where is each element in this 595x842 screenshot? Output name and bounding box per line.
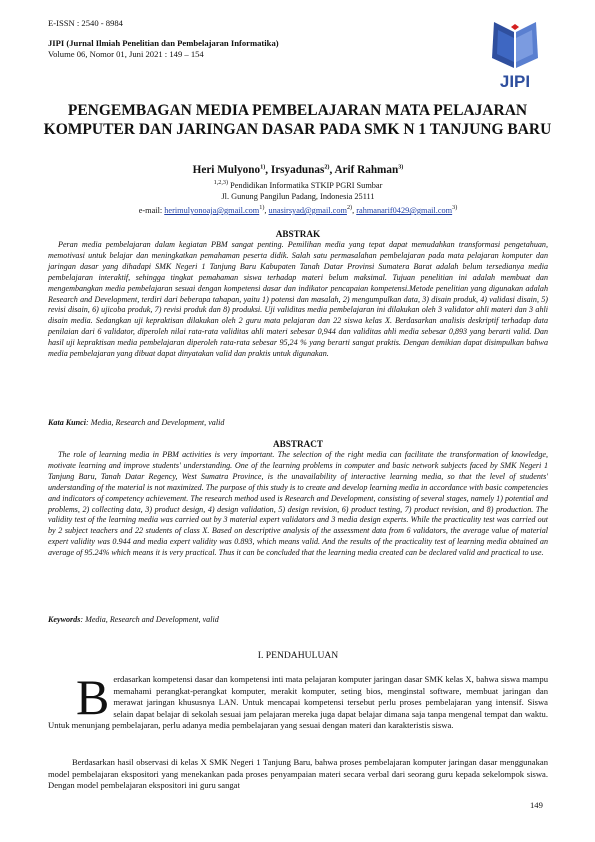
paper-title: PENGEMBAGAN MEDIA PEMBELAJARAN MATA PELAJARAN KOMPUTER DAN JARINGAN DASAR PADA SMK N 1 TANJUNG BARU bbox=[43, 102, 552, 138]
volume-info: Volume 06, Nomor 01, Juni 2021 : 149 – 154 bbox=[48, 49, 204, 59]
email-list: e-mail: herimulyonoaja@gmail.com$^{1)}$, unasirsyad@gmail.com$^{2)}$, rahmanarif0429@gmail.com$^{3)}$ bbox=[138, 204, 458, 215]
abstract-heading: ABSTRACT bbox=[272, 439, 324, 449]
author-sup: 1) bbox=[260, 163, 266, 171]
kata-kunci-label: Kata Kunci bbox=[48, 418, 87, 427]
drop-cap: B bbox=[76, 669, 110, 725]
author-name: Arif Rahman bbox=[334, 164, 399, 176]
affiliation-address: Jl. Gunung Pangilun Padang, Indonesia 25111 bbox=[221, 192, 375, 202]
keywords-label: Keywords bbox=[48, 615, 81, 624]
book-icon bbox=[492, 22, 538, 68]
journal-name: JIPI (Jurnal Ilmiah Penelitian dan Pembelajaran Informatika) bbox=[48, 37, 279, 48]
author-list: Heri Mulyono$^{1)}$, Irsyadunas$^{2)}$, Arif Rahman$^{3)}$ bbox=[192, 163, 404, 176]
affiliation-sup: 1,2,3) bbox=[213, 179, 229, 187]
intro-paragraph-1-text: erdasarkan kompetensi dasar dan kompetensi inti mata pelajaran komputer jaringan dasar SMK kelas X, bahwa siswa mampu memahami perangkat-perangkat komputer, merakit komputer, seting bios, menginstal software, membuat jaringan dan merawat jaringan khususnya LAN. Untuk mencapai kompetensi tersebut perlu proses pembelajaran yang intensif. Siswa selain dapat belajar di sekolah sesuai jam pelajaran mereka juga dapat belajar dimana saja tanpa mengenal tempat dan waktu. Untuk menunjang pembelajaran, perlu adanya media pembelajaran yang sesuai dengan materi dan karakteristis siswa. bbox=[48, 674, 548, 731]
journal-header bbox=[48, 18, 279, 61]
email-link-2[interactable]: unasirsyad@gmail.com bbox=[268, 206, 347, 215]
author-sup: 3) bbox=[398, 163, 404, 171]
kata-kunci-text: : Media, Research and Development, valid bbox=[86, 418, 225, 427]
email-prefix: e-mail: bbox=[138, 206, 165, 215]
email-sup: 1) bbox=[259, 204, 265, 212]
section-heading: I. PENDAHULUAN bbox=[257, 650, 339, 661]
email-link-1[interactable]: herimulyonoaja@gmail.com bbox=[164, 206, 260, 215]
intro-paragraph-1 bbox=[48, 669, 548, 732]
logo-text: JIPI bbox=[499, 72, 531, 90]
author-name: Heri Mulyono bbox=[192, 164, 261, 176]
email-link-3[interactable]: rahmanarif0429@gmail.com bbox=[356, 206, 453, 215]
page-number: 149 bbox=[530, 800, 543, 810]
affiliation bbox=[48, 180, 548, 202]
abstrak-text: Peran media pembelajaran dalam kegiatan PBM sangat penting. Pemilihan media yang tepat dapat memudahkan transformasi pengetahuan, memotivasi untuk belajar dan meningkatkan pemahaman peserta didik. Salah satu permasalahan pembelajaran pada mata pelajaran komputer dan jaringan dasar yang dihadapi SMK Negeri 1 Tanjung Baru Kabupaten Tanah Datar Provinsi Sumatera Barat adalah belum tersedianya media pembelajaran interaktif, sehingga tingkat pemahaman siswa terhadap materi belum maksimal. Tujuan penelitian ini adalah membuat dan mengembangkan media pembelajaran sesuai dengan kompetensi dasar dan indikator pencapaian kompetensi.Metode penelitian yang digunakan adalah Research and Development, terdiri dari beberapa tahapan, yaitu 1) potensi dan masalah, 2) mengumpulkan data, 3) disain produk, 4) validasi disain, 5) revisi disain, 6) ujicoba produk, 7) revisi produk dan 8) produksi. Uji validitas media pembelajaran ini dilakukan oleh 3 validator ahli materi dan 3 ahli disain media. Sedangkan uji kepraktisan dilakukan oleh 2 guru mata pelajaran dan 22 siswa kelas X. Berdasarkan analisis deskriptif terhadap data penilaian dari 6 validator, diperoleh nilai rata-rata validitas ahli materi sebesar 0,944 dan validitas ahli media sebesar 0,893 yang berarti valid. Dan hasil uji kepraktisan media pembelajaran diperoleh rata-rata sebesar 95,24 % yang berarti sangat praktis. Dengan demikian dapat disimpulkan bahwa media pembelajaran yang dibuat dapat dinyatakan valid dan praktis untuk digunakan. bbox=[48, 240, 548, 359]
affiliation-institution: Pendidikan Informatika STKIP PGRI Sumbar bbox=[228, 181, 383, 190]
jipi-logo bbox=[484, 18, 546, 90]
issn: E-ISSN : 2540 - 8984 bbox=[48, 18, 123, 28]
email-sup: 2) bbox=[346, 204, 353, 212]
abstrak-heading: ABSTRAK bbox=[275, 229, 321, 239]
keywords-text: : Media, Research and Development, valid bbox=[80, 615, 219, 624]
abstract-text: The role of learning media in PBM activities is very important. The selection of the right media can facilitate the transformation of knowledge, motivate learning and improve students' understanding. One of the learning problems in computer and basic network subjects faced by SMK Negeri 1 Tanjung Baru, Tanah Datar Regency, West Sumatra Province, is the unavailability of interactive learning media, so that the level of students' understanding of the material is not maximized. The purpose of this study is to create and develop learning media in accordance with basic competencies and indicators of competency achievement. The research method used is Research and Development, consisting of several stages, namely 1) potential and problems, 2) collecting data, 3) product design, 4) design validation, 5) design revision, 6) product testing, 7) product revision, and 8) production. The validity test of the learning media was carried out by 3 material expert validators and 3 media design experts. While the practicality test was carried out by 2 subject teachers and 22 students of class X. Based on descriptive analysis of the assessment data from 6 validators, the average value of material expert validity was 0.944 and media expert validity was 0.893, which means valid. And the results of the practicality test of learning media obtained an average of 95.24% which means it is very practical. Thus it can be concluded that the learning media created can be declared valid and practical to use. bbox=[48, 450, 548, 558]
keywords bbox=[48, 615, 548, 624]
email-sup: 3) bbox=[452, 204, 458, 212]
kata-kunci bbox=[48, 418, 548, 427]
intro-paragraph-2: Berdasarkan hasil observasi di kelas X SMK Negeri 1 Tanjung Baru, bahwa proses pembelajaran komputer jaringan dasar menggunakan model pembelajaran ekspositori yang menekankan pada proses penyampaian materi secara verbal dari seorang guru kepada sekelompok siswa. Dengan model pembelajaran ekspositori ini guru sangat bbox=[48, 757, 548, 791]
author-name: Irsyadunas bbox=[270, 164, 325, 176]
author-sup: 2) bbox=[324, 163, 330, 171]
